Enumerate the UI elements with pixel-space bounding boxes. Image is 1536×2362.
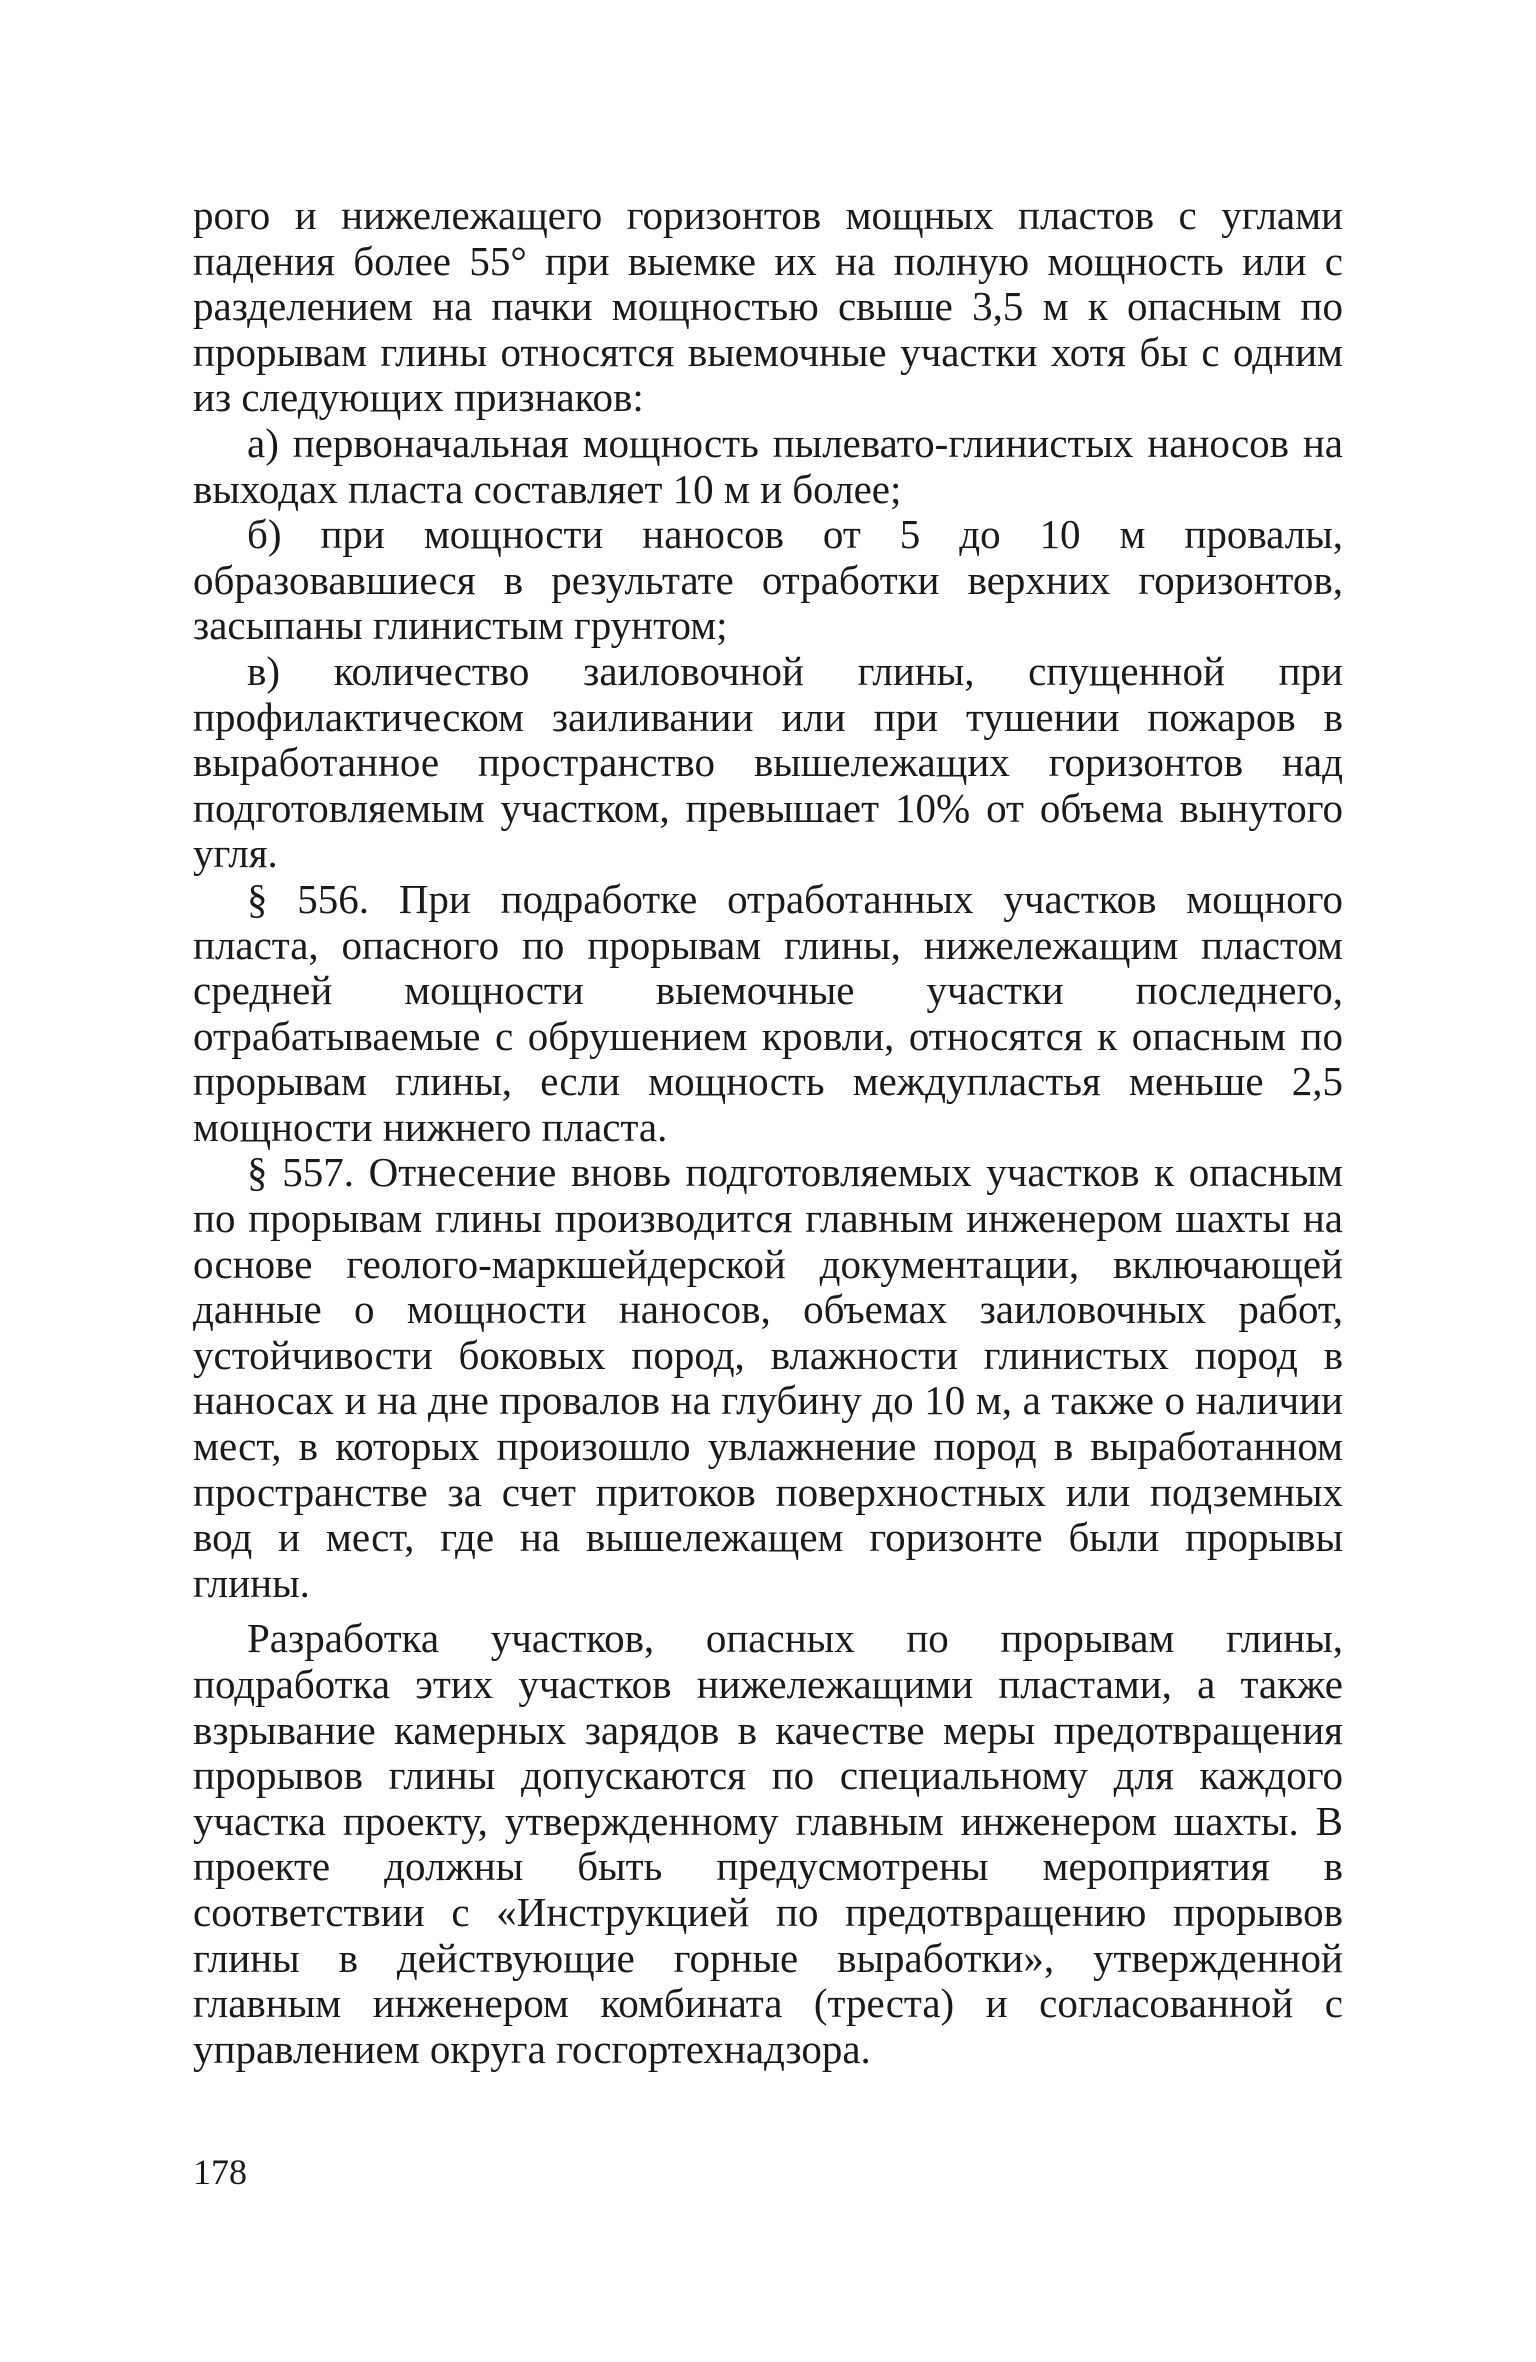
section-556: § 556. При подработке отработанных участков мощного пласта, опасного по прорывам глины, нижележащим пластом средней мощности выемочные участки последнего, отрабатываемые с обрушением кровли, относятся к опасным по прорывам глины, если мощность междупластья меньше 2,5 мощности нижнего пласта. — [193, 875, 1343, 1150]
list-item-b: б) при мощности наносов от 5 до 10 м провалы, образовавшиеся в результате отработки верхних горизонтов, засыпаны глинистым грунтом; — [193, 511, 1343, 649]
page-body — [193, 193, 1343, 2072]
list-item-v: в) количество заиловочной глины, спущенной при профилактическом заиливании или при тушении пожаров в выработанное пространство вышележащих горизонтов над подготовляемым участком, превышает 10% от объема вынутого угля. — [193, 647, 1343, 877]
list-item-a: а) первоначальная мощность пылевато-глинистых наносов на выходах пласта составляет 10 м и более; — [193, 419, 1343, 512]
section-557: § 557. Отнесение вновь подготовляемых участков к опасным по прорывам глины производится главным инженером шахты на основе геолого-маркшейдерской документации, включающей данные о мощности наносов, объемах заиловочных работ, устойчивости боковых пород, влажности глинистых пород в наносах и на дне провалов на глубину до 10 м, а также о наличии мест, в которых произошло увлажнение пород в выработанном пространстве за счет притоков поверхностных или подземных вод и мест, где на вышележащем горизонте были прорывы глины. — [193, 1149, 1343, 1606]
page-number: 178 — [193, 2152, 247, 2192]
paragraph-continuation: рого и нижележащего горизонтов мощных пластов с углами падения более 55° при выемке их на полную мощность или с разделением на пачки мощностью свыше 3,5 м к опасным по прорывам глины относятся выемочные участки хотя бы с одним из следующих признаков: — [193, 192, 1343, 421]
paragraph-development-rules: Разработка участков, опасных по прорывам глины, подработка этих участков нижележащими пластами, а также взрывание камерных зарядов в качестве меры предотвращения прорывов глины допускаются по специальному для каждого участка проекту, утвержденному главным инженером шахты. В проекте должны быть предусмотрены мероприятия в соответствии с «Инструкцией по предотвращению прорывов глины в действующие горные выработки», утвержденной главным инженером комбината (треста) и согласованной с управлением округа госгортехнадзора. — [193, 1615, 1343, 2072]
